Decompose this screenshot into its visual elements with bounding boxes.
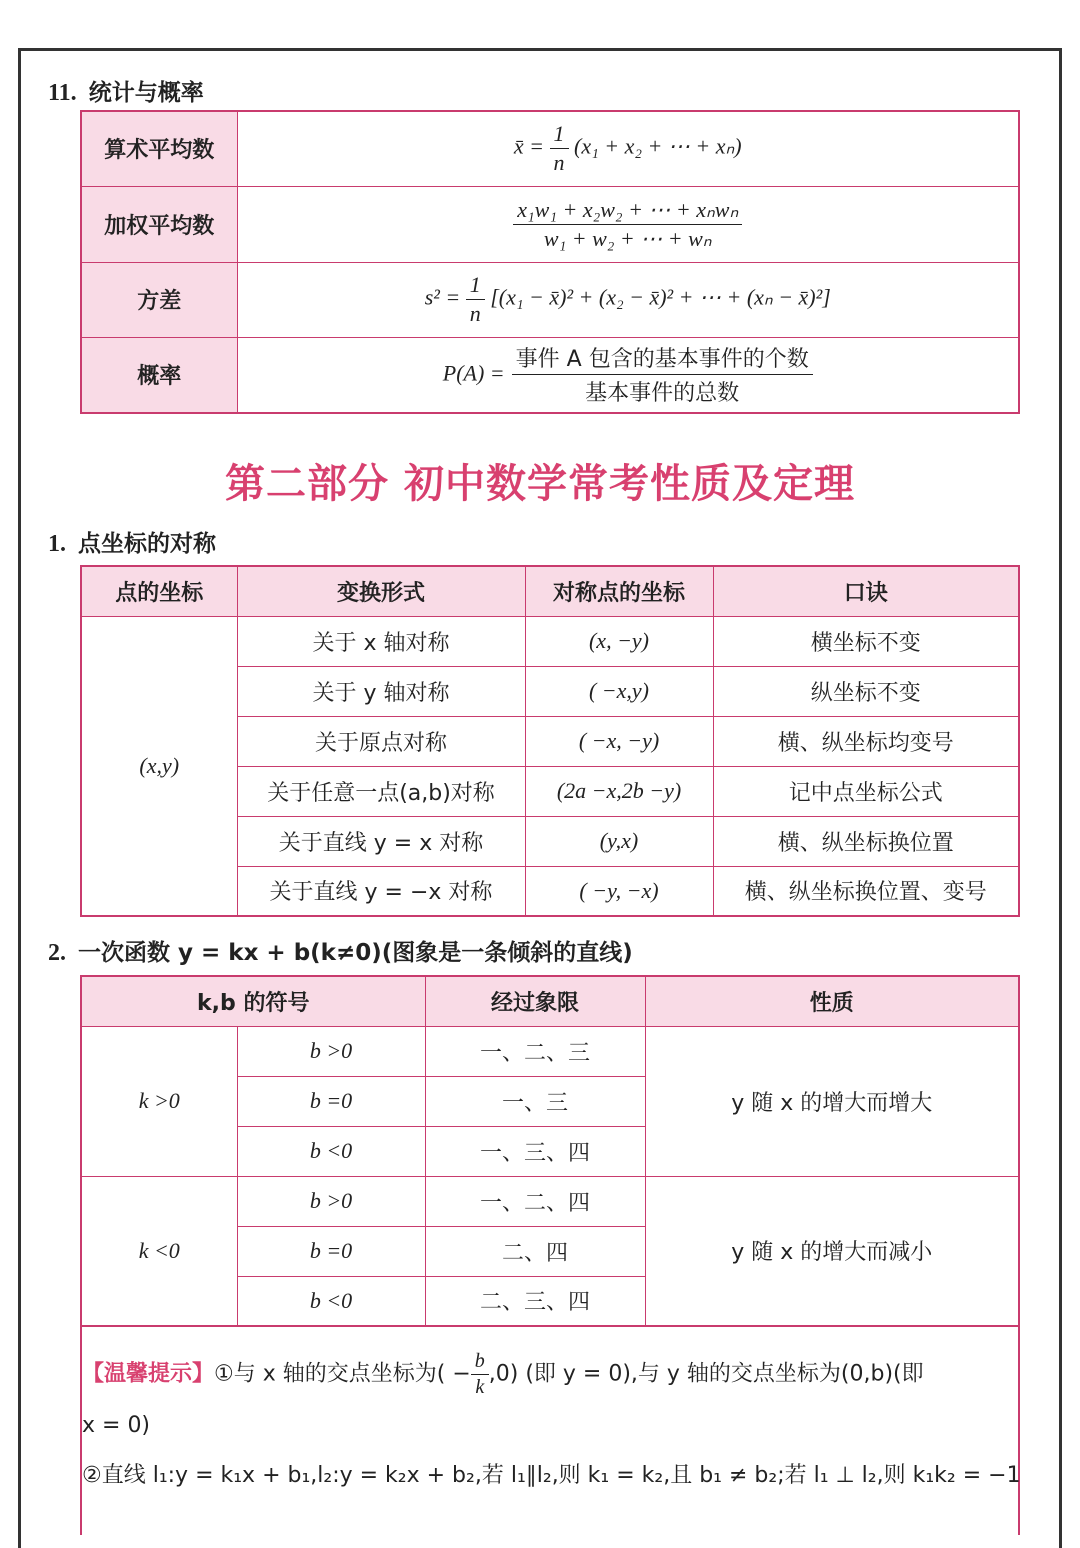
coord-cell: (2a −x,2b −y)	[525, 766, 713, 816]
row-label: 概率	[81, 337, 237, 413]
quadrant-cell: 二、三、四	[425, 1276, 645, 1326]
quadrant-cell: 二、四	[425, 1226, 645, 1276]
table-row	[81, 337, 1019, 413]
formula-lhs: s² =	[424, 284, 461, 310]
table-header-row	[81, 566, 1019, 616]
rule-cell: 横、纵坐标均变号	[713, 716, 1019, 766]
section-2-heading	[48, 934, 633, 967]
quadrant-cell: 一、三	[425, 1076, 645, 1126]
coord-cell: ( −x,y)	[525, 666, 713, 716]
tip-line-1	[82, 1350, 924, 1399]
arithmetic-mean-formula	[237, 111, 1019, 186]
column-header: 口诀	[713, 566, 1019, 616]
frac-den: n	[469, 301, 481, 326]
form-cell: 关于 x 轴对称	[237, 616, 525, 666]
table-row	[81, 186, 1019, 262]
frac-num: 1	[466, 272, 485, 300]
column-header: 点的坐标	[81, 566, 237, 616]
property-cell: y 随 x 的增大而减小	[645, 1176, 1019, 1326]
b-sign-cell: b <0	[237, 1276, 425, 1326]
column-header: 经过象限	[425, 976, 645, 1026]
formula-rhs: (x₁ + x₂ + ⋯ + xₙ)	[574, 133, 742, 159]
form-cell: 关于直线 y = −x 对称	[237, 866, 525, 916]
b-sign-cell: b <0	[237, 1126, 425, 1176]
column-header: 变换形式	[237, 566, 525, 616]
table-header-row	[81, 976, 1019, 1026]
formula-lhs: P(A) =	[442, 360, 505, 386]
frac-den: w₁ + w₂ + ⋯ + wₙ	[543, 225, 712, 251]
fraction	[466, 272, 485, 327]
coord-cell: ( −y, −x)	[525, 866, 713, 916]
tip-line-3: ②直线 l₁:y = k₁x + b₁,l₂:y = k₂x + b₂,若 l₁∥l₂,则 k₁ = k₂,且 b₁ ≠ b₂;若 l₁ ⊥ l₂,则 k₁k₂ = −1	[82, 1463, 1021, 1488]
section-number: 2.	[48, 940, 66, 966]
table-row	[81, 262, 1019, 337]
frac-num: 1	[550, 121, 569, 149]
column-header: 对称点的坐标	[525, 566, 713, 616]
linear-function-table	[80, 975, 1020, 1327]
fraction	[550, 121, 569, 176]
b-sign-cell: b =0	[237, 1226, 425, 1276]
form-cell: 关于原点对称	[237, 716, 525, 766]
symmetry-table	[80, 565, 1020, 917]
column-header: 性质	[645, 976, 1019, 1026]
b-sign-cell: b >0	[237, 1026, 425, 1076]
probability-formula	[237, 337, 1019, 413]
tip-line-2: x = 0)	[82, 1413, 151, 1438]
rule-cell: 横、纵坐标换位置、变号	[713, 866, 1019, 916]
row-label: 方差	[81, 262, 237, 337]
rule-cell: 横、纵坐标换位置	[713, 816, 1019, 866]
frac-num: x₁w₁ + x₂w₂ + ⋯ + xₙwₙ	[513, 197, 742, 225]
coord-cell: (x, −y)	[525, 616, 713, 666]
tip-text: ①与 x 轴的交点坐标为( −	[214, 1361, 471, 1387]
part-title: 第二部分 初中数学常考性质及定理	[225, 461, 855, 507]
statistics-table	[80, 110, 1020, 414]
table-row	[81, 1026, 1019, 1076]
point-cell: (x,y)	[81, 616, 237, 916]
section-title: 统计与概率	[88, 80, 204, 106]
table-row	[81, 1176, 1019, 1226]
row-label: 算术平均数	[81, 111, 237, 186]
fraction	[471, 1350, 489, 1399]
form-cell: 关于任意一点(a,b)对称	[237, 766, 525, 816]
rule-cell: 记中点坐标公式	[713, 766, 1019, 816]
table-row	[81, 111, 1019, 186]
fraction	[513, 197, 742, 252]
frac-den: k	[475, 1376, 485, 1398]
k-sign-cell: k >0	[81, 1026, 237, 1176]
section-number: 1.	[48, 531, 66, 557]
k-sign-cell: k <0	[81, 1176, 237, 1326]
b-sign-cell: b >0	[237, 1176, 425, 1226]
tip-text: ,0) (即 y = 0),与 y 轴的交点坐标为(0,b)(即	[488, 1361, 924, 1387]
table-row	[81, 616, 1019, 666]
frac-num: b	[471, 1350, 489, 1375]
quadrant-cell: 一、二、四	[425, 1176, 645, 1226]
coord-cell: (y,x)	[525, 816, 713, 866]
property-cell: y 随 x 的增大而增大	[645, 1026, 1019, 1176]
quadrant-cell: 一、三、四	[425, 1126, 645, 1176]
formula-rhs: [(x₁ − x̄)² + (x₂ − x̄)² + ⋯ + (xₙ − x̄)²]	[490, 284, 831, 310]
quadrant-cell: 一、二、三	[425, 1026, 645, 1076]
section-title: 点坐标的对称	[78, 531, 216, 557]
variance-formula	[237, 262, 1019, 337]
section-title: 一次函数 y = kx + b(k≠0)(图象是一条倾斜的直线)	[78, 940, 633, 966]
coord-cell: ( −x, −y)	[525, 716, 713, 766]
formula-lhs: x̄ =	[513, 133, 545, 159]
form-cell: 关于 y 轴对称	[237, 666, 525, 716]
fraction	[512, 342, 813, 407]
frac-den: n	[553, 150, 565, 176]
section-11-heading	[48, 74, 204, 107]
column-header: k,b 的符号	[81, 976, 425, 1026]
rule-cell: 横坐标不变	[713, 616, 1019, 666]
tip-label: 【温馨提示】	[82, 1361, 215, 1387]
b-sign-cell: b =0	[237, 1076, 425, 1126]
row-label: 加权平均数	[81, 186, 237, 262]
rule-cell: 纵坐标不变	[713, 666, 1019, 716]
section-number: 11.	[48, 80, 77, 106]
section-1-heading	[48, 525, 216, 558]
frac-den: 基本事件的总数	[585, 381, 740, 407]
frac-num: 事件 A 包含的基本事件的个数	[512, 342, 813, 375]
form-cell: 关于直线 y = x 对称	[237, 816, 525, 866]
weighted-mean-formula	[237, 186, 1019, 262]
